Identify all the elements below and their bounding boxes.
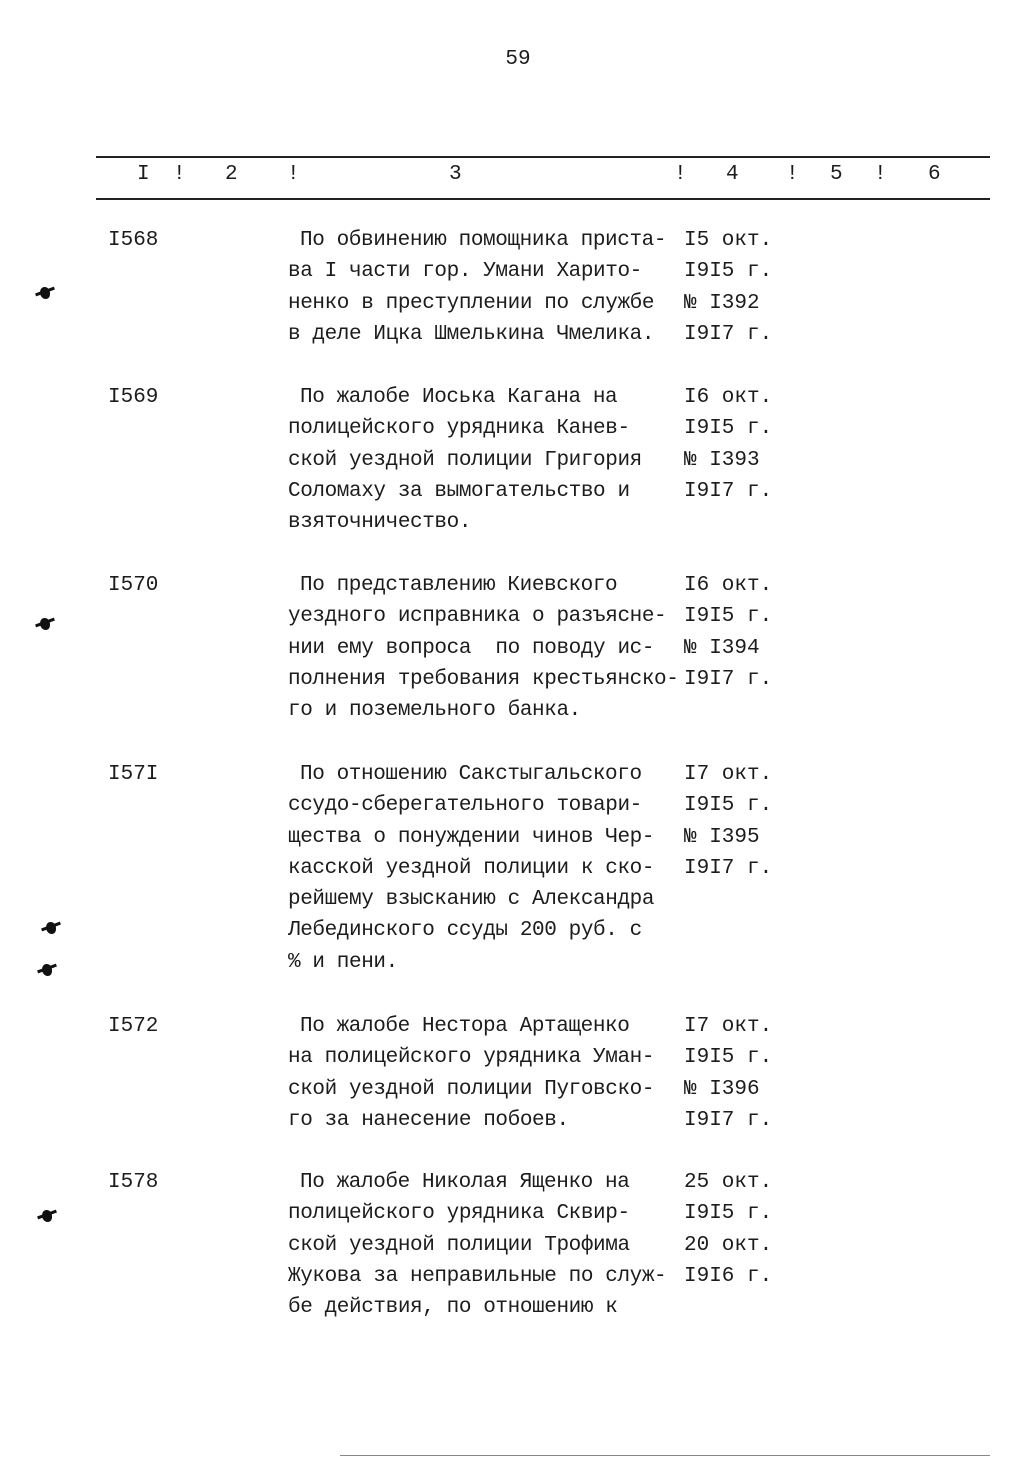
description-line: касской уездной полиции к ско- <box>288 856 655 880</box>
date-line: I9I7 г. <box>684 1108 773 1132</box>
header-col-5: 5 <box>830 163 843 186</box>
entry-number: I57I <box>108 763 159 786</box>
description-line: По жалобе Николая Ященко на <box>300 1171 630 1194</box>
header-separator: ! <box>287 163 300 186</box>
description-line: полицейского урядника Сквир- <box>288 1202 630 1226</box>
date-line: I9I5 г. <box>684 260 773 284</box>
header-col-6: 6 <box>928 163 941 186</box>
header-col-2: 2 <box>225 163 238 186</box>
date-line: I7 окт. <box>684 763 773 786</box>
header-separator: ! <box>874 163 887 186</box>
description-line: в деле Ицка Шмелькина Чмелика. <box>288 322 655 346</box>
date-line: I9I7 г. <box>684 667 773 691</box>
description-line: По отношению Сакстыгальского <box>300 763 642 786</box>
description-line: го за нанесение побоев. <box>288 1108 569 1132</box>
entry-dates <box>684 1011 772 1136</box>
entry-dates <box>684 1167 772 1292</box>
description-line: рейшему взысканию с Александра <box>288 888 655 912</box>
date-line: I6 окт. <box>684 574 773 597</box>
date-line: № I392 <box>684 291 760 315</box>
entry-number: I570 <box>108 574 159 597</box>
date-line: № I394 <box>684 636 760 660</box>
date-line: I9I5 г. <box>684 605 773 629</box>
header-col-3: 3 <box>449 163 462 186</box>
entry-dates <box>684 382 772 507</box>
description-line: взяточничество. <box>288 511 472 535</box>
ink-blot-mark <box>46 922 56 934</box>
header-separator: ! <box>674 163 687 186</box>
entry-dates <box>684 570 772 695</box>
page-number: 59 <box>505 48 531 71</box>
bottom-edge-line <box>340 1455 990 1456</box>
date-line: I5 окт. <box>684 229 773 252</box>
header-bottom-rule <box>96 198 990 200</box>
entry-description <box>288 570 678 726</box>
header-separator: ! <box>173 163 186 186</box>
description-line: ской уездной полиции Трофима <box>288 1233 630 1257</box>
date-line: I9I6 г. <box>684 1264 773 1288</box>
date-line: № I396 <box>684 1077 760 1101</box>
description-line: Жукова за неправильные по служ- <box>288 1264 667 1288</box>
date-line: I9I5 г. <box>684 417 773 441</box>
description-line: Лебединского ссуды 200 руб. с <box>288 919 642 943</box>
entry-description <box>288 1011 654 1136</box>
date-line: № I393 <box>684 448 760 472</box>
description-line: ва I части гор. Умани Харито- <box>288 260 642 284</box>
date-line: 20 окт. <box>684 1233 773 1257</box>
date-line: I9I7 г. <box>684 322 773 346</box>
description-line: го и поземельного банка. <box>288 699 581 723</box>
date-line: I9I5 г. <box>684 1046 773 1070</box>
date-line: I9I5 г. <box>684 1202 773 1226</box>
entry-dates <box>684 759 772 884</box>
date-line: I9I7 г. <box>684 856 773 880</box>
description-line: бе действия, по отношению к <box>288 1296 618 1320</box>
description-line: По жалобе Иоська Кагана на <box>300 386 618 409</box>
description-line: ненко в преступлении по службе <box>288 291 655 315</box>
entry-number: I568 <box>108 229 159 252</box>
description-line: % и пени. <box>288 950 398 974</box>
date-line: № I395 <box>684 825 760 849</box>
entry-number: I569 <box>108 386 159 409</box>
entry-description <box>288 382 642 538</box>
date-line: I9I7 г. <box>684 479 773 503</box>
header-col-4: 4 <box>726 163 739 186</box>
date-line: 25 окт. <box>684 1171 773 1194</box>
date-line: I6 окт. <box>684 386 773 409</box>
description-line: полицейского урядника Канев- <box>288 417 630 441</box>
date-line: I9I5 г. <box>684 794 773 818</box>
ink-blot-mark <box>42 964 52 976</box>
description-line: нии ему вопроса по поводу ис- <box>288 636 655 660</box>
date-line: I7 окт. <box>684 1015 773 1038</box>
description-line: ссудо-сберегательного товари- <box>288 794 642 818</box>
entry-description <box>288 1167 666 1323</box>
header-separator: ! <box>786 163 799 186</box>
entry-dates <box>684 225 772 350</box>
ink-blot-mark <box>40 287 50 299</box>
header-col-1: I <box>137 163 150 186</box>
description-line: щества о понуждении чинов Чер- <box>288 825 655 849</box>
entry-description <box>288 759 654 978</box>
entry-number: I572 <box>108 1015 159 1038</box>
description-line: ской уездной полиции Пуговско- <box>288 1077 655 1101</box>
description-line: По обвинению помощника приста- <box>300 229 667 252</box>
description-line: уездного исправника о разъясне- <box>288 605 667 629</box>
ink-blot-mark <box>40 618 50 630</box>
header-top-rule <box>96 156 990 158</box>
description-line: ской уездной полиции Григория <box>288 448 642 472</box>
description-line: на полицейского урядника Уман- <box>288 1046 655 1070</box>
description-line: Соломаху за вымогательство и <box>288 479 630 503</box>
entry-number: I578 <box>108 1171 159 1194</box>
entry-description <box>288 225 666 350</box>
description-line: По жалобе Нестора Артащенко <box>300 1015 630 1038</box>
description-line: По представлению Киевского <box>300 574 618 597</box>
ink-blot-mark <box>42 1210 52 1222</box>
description-line: полнения требования крестьянско- <box>288 667 679 691</box>
